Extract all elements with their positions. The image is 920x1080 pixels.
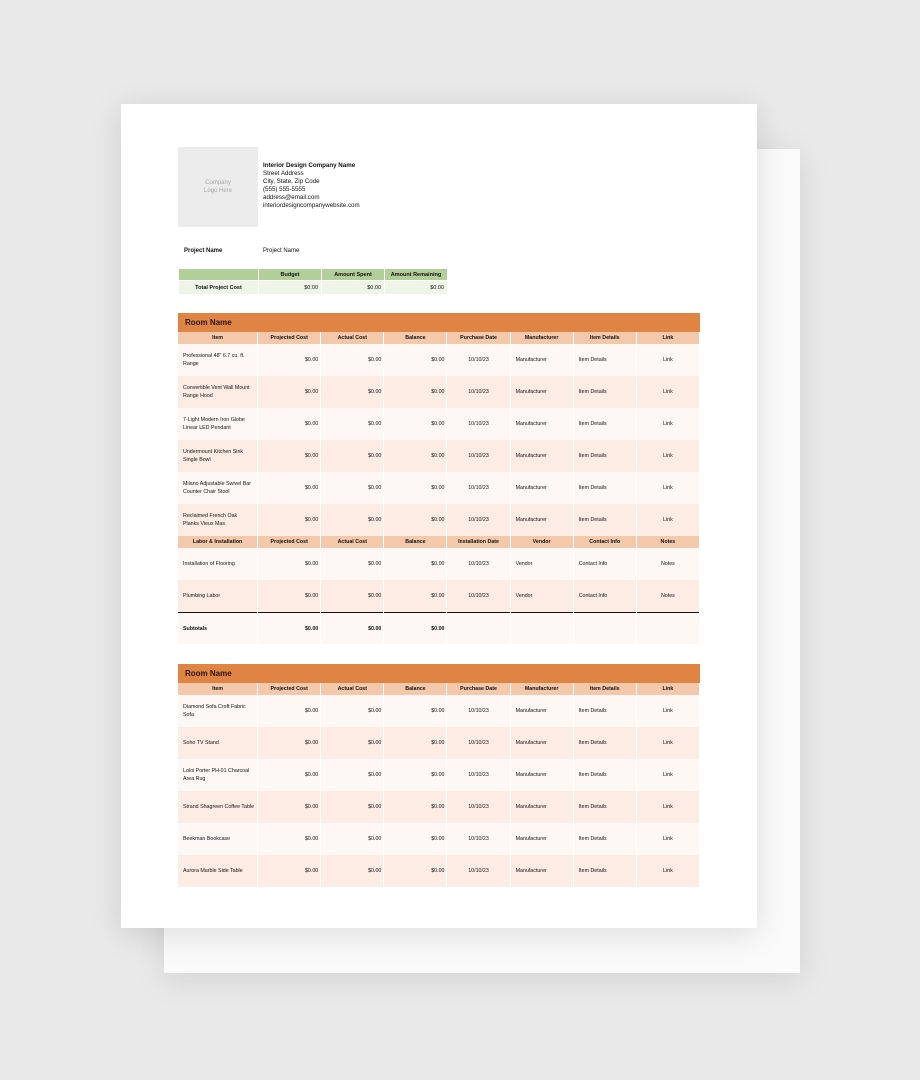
manufacturer[interactable]: Manufacturer — [511, 408, 573, 440]
logo-placeholder-text: Company Logo Here — [203, 180, 233, 194]
manufacturer[interactable]: Manufacturer — [511, 823, 573, 855]
manufacturer[interactable]: Manufacturer — [511, 376, 573, 408]
subtotals-label: Subtotals — [178, 612, 257, 644]
table-row — [178, 472, 699, 504]
summary-header-budget: Budget — [259, 269, 321, 280]
projected-cost[interactable]: $0.00 — [258, 472, 320, 504]
items-column-header: Item Details — [574, 683, 636, 695]
items-column-header: Item — [178, 332, 257, 344]
room-title[interactable]: Room Name — [178, 664, 700, 683]
company-name: Interior Design Company Name — [263, 162, 356, 169]
item-name[interactable]: Strand Shagreen Coffee Table — [178, 791, 257, 823]
company-email: address@email.com — [263, 194, 320, 201]
room-section — [178, 664, 700, 887]
projected-cost[interactable]: $0.00 — [258, 548, 320, 580]
projected-cost[interactable]: $0.00 — [258, 791, 320, 823]
purchase-date[interactable]: 10/10/23 — [447, 376, 509, 408]
item-link[interactable]: Link — [637, 376, 699, 408]
subtotal-empty-cell — [447, 612, 509, 644]
notes[interactable]: Notes — [637, 548, 699, 580]
project-name-value[interactable]: Project Name — [263, 248, 300, 254]
items-column-header: Link — [637, 332, 699, 344]
item-name[interactable]: Convertible Vent Wall Mount Range Hood — [178, 376, 257, 408]
actual-cost[interactable]: $0.00 — [321, 344, 383, 376]
installation-date[interactable]: 10/10/23 — [447, 548, 509, 580]
item-details[interactable]: Item Details — [574, 727, 636, 759]
company-street: Street Address — [263, 170, 304, 177]
item-name[interactable]: Professional 48" 6.7 cu. ft. Range — [178, 344, 257, 376]
manufacturer[interactable]: Manufacturer — [511, 727, 573, 759]
company-website: interiordesigncompanywebsite.com — [263, 202, 360, 209]
projected-cost[interactable]: $0.00 — [258, 727, 320, 759]
purchase-date[interactable]: 10/10/23 — [447, 408, 509, 440]
installation-date[interactable]: 10/10/23 — [447, 580, 509, 612]
actual-cost[interactable]: $0.00 — [321, 823, 383, 855]
item-link[interactable]: Link — [637, 440, 699, 472]
subtotal-balance: $0.00 — [384, 612, 446, 644]
projected-cost[interactable]: $0.00 — [258, 580, 320, 612]
items-column-header: Manufacturer — [511, 683, 573, 695]
balance[interactable]: $0.00 — [384, 759, 446, 791]
item-details[interactable]: Item Details — [574, 440, 636, 472]
items-column-header: Item — [178, 683, 257, 695]
actual-cost[interactable]: $0.00 — [321, 376, 383, 408]
items-column-header: Purchase Date — [447, 332, 509, 344]
projected-cost[interactable]: $0.00 — [258, 504, 320, 536]
projected-cost[interactable]: $0.00 — [258, 344, 320, 376]
balance[interactable]: $0.00 — [384, 376, 446, 408]
item-name[interactable]: Aurora Marble Side Table — [178, 855, 257, 887]
actual-cost[interactable]: $0.00 — [321, 580, 383, 612]
manufacturer[interactable]: Manufacturer — [511, 855, 573, 887]
balance[interactable]: $0.00 — [384, 791, 446, 823]
notes[interactable]: Notes — [637, 580, 699, 612]
summary-header-remaining: Amount Remaining — [385, 269, 447, 280]
table-row — [178, 344, 699, 376]
purchase-date[interactable]: 10/10/23 — [447, 440, 509, 472]
table-row — [178, 580, 699, 612]
actual-cost[interactable]: $0.00 — [321, 759, 383, 791]
item-details[interactable]: Item Details — [574, 504, 636, 536]
balance[interactable]: $0.00 — [384, 695, 446, 727]
labor-name[interactable]: Installation of Flooring — [178, 548, 257, 580]
item-details[interactable]: Item Details — [574, 791, 636, 823]
table-row — [178, 504, 699, 536]
items-column-header: Item Details — [574, 332, 636, 344]
summary-remaining-value[interactable]: $0.00 — [385, 281, 447, 294]
summary-budget-value[interactable]: $0.00 — [259, 281, 321, 294]
manufacturer[interactable]: Manufacturer — [511, 344, 573, 376]
purchase-date[interactable]: 10/10/23 — [447, 855, 509, 887]
labor-column-header: Labor & Installation — [178, 536, 257, 548]
projected-cost[interactable]: $0.00 — [258, 759, 320, 791]
item-name[interactable]: Reclaimed French Oak Planks Vieux Mas — [178, 504, 257, 536]
front-page — [121, 104, 757, 928]
item-link[interactable]: Link — [637, 472, 699, 504]
balance[interactable]: $0.00 — [384, 823, 446, 855]
room-section — [178, 313, 700, 644]
labor-header-row — [178, 536, 699, 548]
item-link[interactable]: Link — [637, 855, 699, 887]
table-row — [178, 440, 699, 472]
labor-column-header: Balance — [384, 536, 446, 548]
actual-cost[interactable]: $0.00 — [321, 408, 383, 440]
purchase-date[interactable]: 10/10/23 — [447, 727, 509, 759]
item-link[interactable]: Link — [637, 791, 699, 823]
balance[interactable]: $0.00 — [384, 408, 446, 440]
table-row — [178, 548, 699, 580]
balance[interactable]: $0.00 — [384, 548, 446, 580]
items-column-header: Projected Cost — [258, 683, 320, 695]
balance[interactable]: $0.00 — [384, 472, 446, 504]
item-details[interactable]: Item Details — [574, 344, 636, 376]
item-details[interactable]: Item Details — [574, 759, 636, 791]
labor-column-header: Vendor — [511, 536, 573, 548]
item-details[interactable]: Item Details — [574, 823, 636, 855]
subtotals-row — [178, 612, 699, 644]
items-column-header: Link — [637, 683, 699, 695]
item-link[interactable]: Link — [637, 695, 699, 727]
purchase-date[interactable]: 10/10/23 — [447, 344, 509, 376]
actual-cost[interactable]: $0.00 — [321, 855, 383, 887]
items-column-header: Balance — [384, 683, 446, 695]
balance[interactable]: $0.00 — [384, 727, 446, 759]
projected-cost[interactable]: $0.00 — [258, 823, 320, 855]
items-column-header: Purchase Date — [447, 683, 509, 695]
table-row — [178, 376, 699, 408]
labor-column-header: Actual Cost — [321, 536, 383, 548]
vendor[interactable]: Vendor — [511, 548, 573, 580]
items-header-row — [178, 683, 699, 695]
project-cost-summary — [178, 268, 448, 295]
room-items-table — [177, 332, 700, 644]
labor-column-header: Installation Date — [447, 536, 509, 548]
purchase-date[interactable]: 10/10/23 — [447, 823, 509, 855]
project-name-label: Project Name — [184, 248, 223, 254]
table-row — [178, 408, 699, 440]
vendor[interactable]: Vendor — [511, 580, 573, 612]
item-link[interactable]: Link — [637, 823, 699, 855]
item-link[interactable]: Link — [637, 344, 699, 376]
summary-header-spent: Amount Spent — [322, 269, 384, 280]
item-details[interactable]: Item Details — [574, 376, 636, 408]
item-details[interactable]: Item Details — [574, 408, 636, 440]
balance[interactable]: $0.00 — [384, 580, 446, 612]
labor-column-header: Contact Info — [574, 536, 636, 548]
subtotal-actual: $0.00 — [321, 612, 383, 644]
company-info — [263, 162, 360, 210]
labor-column-header: Projected Cost — [258, 536, 320, 548]
item-name[interactable]: Diamond Sofa Croft Fabric Sofa — [178, 695, 257, 727]
manufacturer[interactable]: Manufacturer — [511, 759, 573, 791]
table-row — [178, 695, 699, 727]
purchase-date[interactable]: 10/10/23 — [447, 504, 509, 536]
room-title[interactable]: Room Name — [178, 313, 700, 332]
company-city: City, State, Zip Code — [263, 178, 320, 185]
item-link[interactable]: Link — [637, 504, 699, 536]
manufacturer[interactable]: Manufacturer — [511, 440, 573, 472]
items-column-header: Actual Cost — [321, 683, 383, 695]
table-row — [178, 823, 699, 855]
contact-info[interactable]: Contact Info — [574, 548, 636, 580]
actual-cost[interactable]: $0.00 — [321, 695, 383, 727]
actual-cost[interactable]: $0.00 — [321, 440, 383, 472]
subtotal-empty-cell — [511, 612, 573, 644]
item-name[interactable]: Undermount Kitchen Sink Single Bowl — [178, 440, 257, 472]
actual-cost[interactable]: $0.00 — [321, 791, 383, 823]
purchase-date[interactable]: 10/10/23 — [447, 695, 509, 727]
subtotal-empty-cell — [574, 612, 636, 644]
item-name[interactable]: Loloi Porter PH-01 Charcoal Area Rug — [178, 759, 257, 791]
labor-name[interactable]: Plumbing Labor — [178, 580, 257, 612]
item-link[interactable]: Link — [637, 759, 699, 791]
table-row — [178, 727, 699, 759]
manufacturer[interactable]: Manufacturer — [511, 695, 573, 727]
projected-cost[interactable]: $0.00 — [258, 376, 320, 408]
purchase-date[interactable]: 10/10/23 — [447, 791, 509, 823]
subtotal-projected: $0.00 — [258, 612, 320, 644]
projected-cost[interactable]: $0.00 — [258, 695, 320, 727]
subtotal-empty-cell — [637, 612, 699, 644]
manufacturer[interactable]: Manufacturer — [511, 791, 573, 823]
manufacturer[interactable]: Manufacturer — [511, 504, 573, 536]
balance[interactable]: $0.00 — [384, 504, 446, 536]
actual-cost[interactable]: $0.00 — [321, 548, 383, 580]
items-column-header: Actual Cost — [321, 332, 383, 344]
company-phone: (555) 555-5555 — [263, 186, 306, 193]
item-link[interactable]: Link — [637, 727, 699, 759]
item-name[interactable]: Milano Adjustable Swivel Bar Counter Chair Stool — [178, 472, 257, 504]
balance[interactable]: $0.00 — [384, 344, 446, 376]
purchase-date[interactable]: 10/10/23 — [447, 759, 509, 791]
company-logo-placeholder — [178, 147, 258, 227]
item-link[interactable]: Link — [637, 408, 699, 440]
summary-row-label: Total Project Cost — [179, 281, 258, 294]
table-row — [178, 855, 699, 887]
item-name[interactable]: Soho TV Stand — [178, 727, 257, 759]
actual-cost[interactable]: $0.00 — [321, 504, 383, 536]
summary-spent-value[interactable]: $0.00 — [322, 281, 384, 294]
actual-cost[interactable]: $0.00 — [321, 472, 383, 504]
table-row — [178, 791, 699, 823]
item-details[interactable]: Item Details — [574, 695, 636, 727]
items-column-header: Balance — [384, 332, 446, 344]
projected-cost[interactable]: $0.00 — [258, 855, 320, 887]
item-details[interactable]: Item Details — [574, 855, 636, 887]
manufacturer[interactable]: Manufacturer — [511, 472, 573, 504]
room-items-table — [177, 683, 700, 887]
item-name[interactable]: 7-Light Modern Iron Globe Linear LED Pendant — [178, 408, 257, 440]
item-details[interactable]: Item Details — [574, 472, 636, 504]
contact-info[interactable]: Contact Info — [574, 580, 636, 612]
summary-header-blank — [179, 269, 258, 280]
actual-cost[interactable]: $0.00 — [321, 727, 383, 759]
table-row — [178, 759, 699, 791]
balance[interactable]: $0.00 — [384, 440, 446, 472]
item-name[interactable]: Beekman Bookcase — [178, 823, 257, 855]
items-column-header: Projected Cost — [258, 332, 320, 344]
purchase-date[interactable]: 10/10/23 — [447, 472, 509, 504]
projected-cost[interactable]: $0.00 — [258, 408, 320, 440]
items-header-row — [178, 332, 699, 344]
labor-column-header: Notes — [637, 536, 699, 548]
balance[interactable]: $0.00 — [384, 855, 446, 887]
items-column-header: Manufacturer — [511, 332, 573, 344]
projected-cost[interactable]: $0.00 — [258, 440, 320, 472]
